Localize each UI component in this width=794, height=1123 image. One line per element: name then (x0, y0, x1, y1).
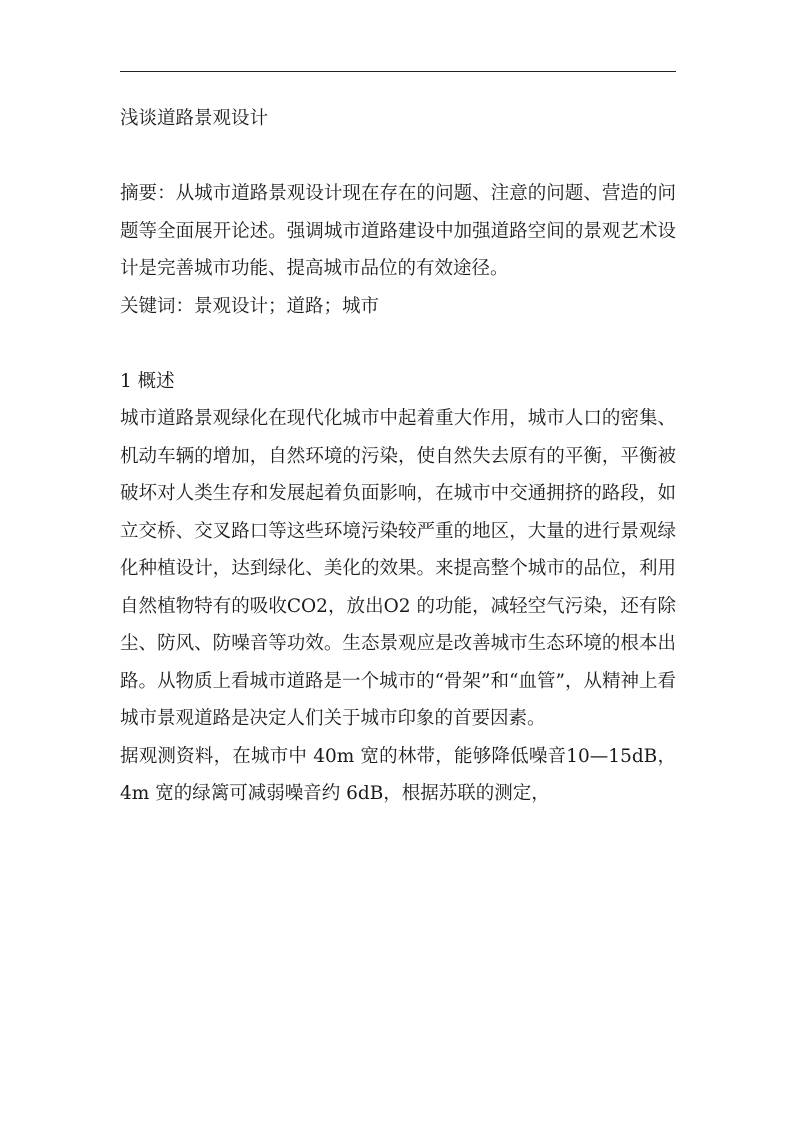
abstract-paragraph (120, 175, 676, 288)
keywords-text: 景观设计；道路；城市 (194, 295, 380, 317)
keywords-label: 关键词： (120, 295, 195, 317)
body-paragraph: 城市道路景观绿化在现代化城市中起着重大作用，城市人口的密集、机动车辆的增加，自然环境的污染，使自然失去原有的平衡，平衡被破坏对人类生存和发展起着负面影响，在城市中交通拥挤的路段，如立交桥、交叉路口等这些环境污染较严重的地区，大量的进行景观绿化种植设计，达到绿化、美化的效果。来提高整个城市的品位，利用自然植物特有的吸收CO2，放出O2 的功能，减轻空气污染，还有除尘、防风、防噪音等功效。生态景观应是改善城市生态环境的根本出路。从物质上看城市道路是一个城市的“骨架”和“血管”，从精神上看城市景观道路是决定人们关于城市印象的首要因素。 (120, 408, 676, 729)
keywords-paragraph (120, 288, 676, 326)
spacer (120, 325, 676, 363)
section-heading: 1 概述 (120, 370, 175, 392)
spacer (120, 138, 676, 176)
abstract-text: 从城市道路景观设计现在存在的问题、注意的问题、营造的问题等全面展开论述。强调城市道路建设中加强道路空间的景观艺术设计是完善城市功能、提高城市品位的有效途径。 (120, 183, 676, 279)
abstract-label: 摘要： (120, 183, 176, 204)
header-rule (120, 71, 676, 72)
body-paragraph: 据观测资料，在城市中 40m 宽的林带，能够降低噪音10—15dB，4m 宽的绿篱可减弱噪音约 6dB，根据苏联的测定， (120, 745, 676, 804)
document-body (120, 100, 676, 813)
document-title: 浅谈道路景观设计 (120, 108, 269, 129)
